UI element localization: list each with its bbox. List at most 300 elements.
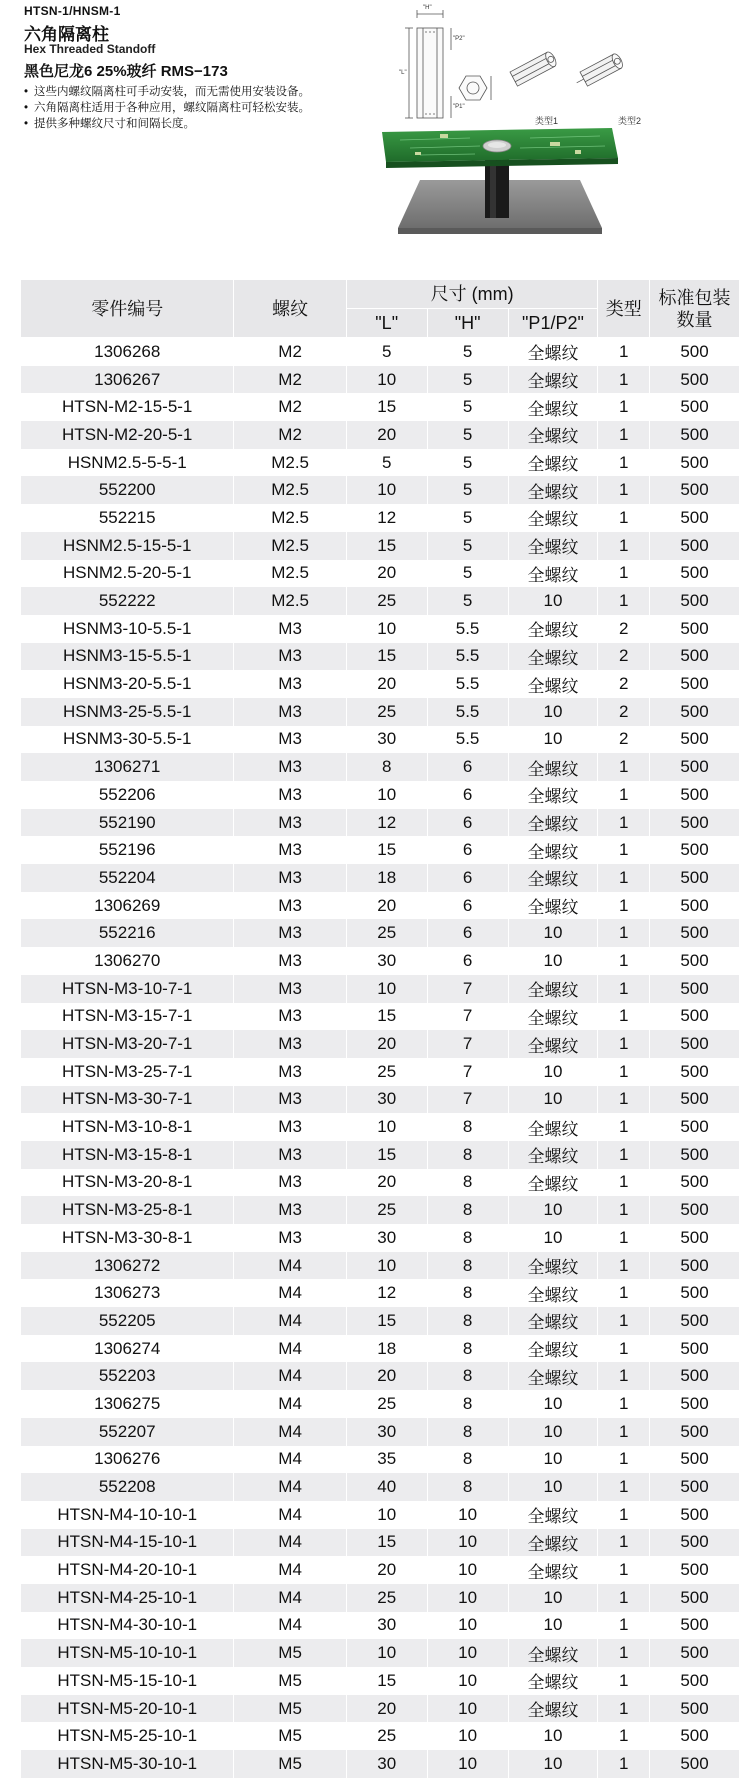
thread-cell: M4 (234, 1335, 346, 1363)
part-number-cell: HTSN-M2-20-5-1 (21, 421, 234, 449)
type-cell: 1 (598, 836, 650, 864)
type-cell: 1 (598, 1030, 650, 1058)
part-number-cell: HTSN-M3-10-7-1 (21, 975, 234, 1003)
hex-cell: 6 (427, 753, 508, 781)
thread-cell: M3 (234, 753, 346, 781)
col-header-h: "H" (427, 309, 508, 338)
thread-depth-cell: 全螺纹 (508, 753, 598, 781)
table-row (21, 726, 740, 754)
type-cell: 1 (598, 1695, 650, 1723)
part-number-cell: 552203 (21, 1362, 234, 1390)
length-cell: 10 (346, 1501, 427, 1529)
thread-depth-cell: 全螺纹 (508, 1501, 598, 1529)
table-row (21, 449, 740, 477)
thread-depth-cell: 10 (508, 947, 598, 975)
col-header-size: 尺寸 (mm) (346, 280, 598, 309)
table-row (21, 1113, 740, 1141)
hex-cell: 10 (427, 1584, 508, 1612)
length-cell: 25 (346, 919, 427, 947)
thread-cell: M4 (234, 1556, 346, 1584)
table-row (21, 975, 740, 1003)
table-row (21, 781, 740, 809)
thread-depth-cell: 全螺纹 (508, 1639, 598, 1667)
thread-cell: M2.5 (234, 532, 346, 560)
hex-cell: 5 (427, 366, 508, 394)
type-cell: 1 (598, 1169, 650, 1197)
length-cell: 12 (346, 1279, 427, 1307)
length-cell: 10 (346, 781, 427, 809)
part-number-cell: HTSN-M5-30-10-1 (21, 1750, 234, 1778)
pack-qty-cell: 500 (650, 1252, 740, 1280)
length-cell: 5 (346, 338, 427, 366)
type-cell: 1 (598, 1446, 650, 1474)
table-row (21, 1224, 740, 1252)
specification-table (20, 279, 740, 1778)
type-cell: 1 (598, 560, 650, 588)
thread-cell: M3 (234, 781, 346, 809)
col-header-l: "L" (346, 309, 427, 338)
hex-cell: 8 (427, 1418, 508, 1446)
col-header-type: 类型 (598, 280, 650, 338)
dim-label-p1: "P1" (453, 104, 465, 110)
thread-depth-cell: 全螺纹 (508, 892, 598, 920)
thread-cell: M2 (234, 421, 346, 449)
part-number-cell: 1306269 (21, 892, 234, 920)
type-cell: 1 (598, 1113, 650, 1141)
type-cell: 1 (598, 587, 650, 615)
feature-item: • 提供多种螺纹尺寸和间隔长度。 (24, 116, 310, 132)
length-cell: 25 (346, 1196, 427, 1224)
length-cell: 15 (346, 1307, 427, 1335)
pack-qty-cell: 500 (650, 1473, 740, 1501)
part-number-cell: 552196 (21, 836, 234, 864)
table-row (21, 1612, 740, 1640)
hex-cell: 8 (427, 1113, 508, 1141)
part-number-cell: HSNM2.5-20-5-1 (21, 560, 234, 588)
part-number-cell: HTSN-M3-30-7-1 (21, 1086, 234, 1114)
part-number-cell: HTSN-M4-30-10-1 (21, 1612, 234, 1640)
pack-qty-cell: 500 (650, 1141, 740, 1169)
table-row (21, 1003, 740, 1031)
type-cell: 1 (598, 864, 650, 892)
thread-depth-cell: 全螺纹 (508, 1141, 598, 1169)
thread-cell: M3 (234, 836, 346, 864)
length-cell: 25 (346, 1058, 427, 1086)
type-cell: 1 (598, 1086, 650, 1114)
length-cell: 40 (346, 1473, 427, 1501)
pack-qty-cell: 500 (650, 1362, 740, 1390)
table-row (21, 836, 740, 864)
product-subtitle: Hex Threaded Standoff (24, 42, 156, 56)
table-row (21, 1362, 740, 1390)
hex-cell: 7 (427, 1030, 508, 1058)
thread-depth-cell: 全螺纹 (508, 421, 598, 449)
table-row (21, 504, 740, 532)
col-header-pack (650, 280, 740, 338)
hex-cell: 7 (427, 1058, 508, 1086)
thread-depth-cell: 10 (508, 1446, 598, 1474)
hex-cell: 5 (427, 504, 508, 532)
pack-qty-cell: 500 (650, 1418, 740, 1446)
hex-cell: 5 (427, 560, 508, 588)
thread-cell: M2.5 (234, 504, 346, 532)
pack-qty-cell: 500 (650, 975, 740, 1003)
part-number-cell: HTSN-M4-25-10-1 (21, 1584, 234, 1612)
length-cell: 15 (346, 1529, 427, 1557)
hex-cell: 5 (427, 393, 508, 421)
thread-depth-cell: 全螺纹 (508, 449, 598, 477)
dim-label-p2: "P2" (453, 36, 465, 42)
table-row (21, 1141, 740, 1169)
type-cell: 1 (598, 1141, 650, 1169)
type-cell: 2 (598, 698, 650, 726)
hex-cell: 8 (427, 1446, 508, 1474)
hex-cell: 8 (427, 1169, 508, 1197)
thread-cell: M4 (234, 1390, 346, 1418)
material-line: 黑色尼龙6 25%玻纤 RMS−173 (24, 63, 228, 80)
length-cell: 18 (346, 1335, 427, 1363)
col-header-p: "P1/P2" (508, 309, 598, 338)
thread-cell: M3 (234, 643, 346, 671)
thread-depth-cell: 10 (508, 1196, 598, 1224)
type-cell: 1 (598, 892, 650, 920)
pack-qty-cell: 500 (650, 449, 740, 477)
thread-depth-cell: 10 (508, 1612, 598, 1640)
thread-depth-cell: 全螺纹 (508, 338, 598, 366)
hex-cell: 6 (427, 864, 508, 892)
thread-depth-cell: 全螺纹 (508, 1113, 598, 1141)
feature-item: • 这些内螺纹隔离柱可手动安装，而无需使用安装设备。 (24, 84, 310, 100)
part-number-cell: 1306271 (21, 753, 234, 781)
hex-cell: 10 (427, 1722, 508, 1750)
length-cell: 10 (346, 1113, 427, 1141)
table-row (21, 1307, 740, 1335)
pack-qty-cell: 500 (650, 421, 740, 449)
table-row (21, 753, 740, 781)
table-row (21, 393, 740, 421)
part-number-cell: HSNM3-20-5.5-1 (21, 670, 234, 698)
hex-cell: 10 (427, 1695, 508, 1723)
pack-qty-cell: 500 (650, 1003, 740, 1031)
thread-depth-cell: 全螺纹 (508, 670, 598, 698)
type-cell: 2 (598, 670, 650, 698)
type-cell: 1 (598, 1473, 650, 1501)
thread-cell: M5 (234, 1667, 346, 1695)
col-header-pack-line1: 标准包装 (658, 287, 731, 308)
part-number-cell: 1306267 (21, 366, 234, 394)
part-number-cell: HTSN-M3-15-8-1 (21, 1141, 234, 1169)
table-row (21, 587, 740, 615)
thread-cell: M4 (234, 1612, 346, 1640)
table-row (21, 1639, 740, 1667)
thread-depth-cell: 10 (508, 587, 598, 615)
type-cell: 1 (598, 1639, 650, 1667)
pack-qty-cell: 500 (650, 587, 740, 615)
part-number-cell: HTSN-M5-25-10-1 (21, 1722, 234, 1750)
part-number-cell: HTSN-M5-15-10-1 (21, 1667, 234, 1695)
part-number-cell: 552216 (21, 919, 234, 947)
pack-qty-cell: 500 (650, 560, 740, 588)
pack-qty-cell: 500 (650, 366, 740, 394)
table-row (21, 1584, 740, 1612)
pack-qty-cell: 500 (650, 809, 740, 837)
length-cell: 10 (346, 1639, 427, 1667)
thread-cell: M3 (234, 615, 346, 643)
col-header-pack-line2: 数量 (676, 309, 713, 330)
table-row (21, 670, 740, 698)
table-row (21, 1058, 740, 1086)
hex-cell: 8 (427, 1279, 508, 1307)
table-header-row (21, 280, 740, 309)
thread-cell: M2 (234, 366, 346, 394)
type-cell: 1 (598, 366, 650, 394)
hex-cell: 10 (427, 1501, 508, 1529)
length-cell: 15 (346, 643, 427, 671)
part-number-cell: HTSN-M3-25-8-1 (21, 1196, 234, 1224)
thread-cell: M3 (234, 947, 346, 975)
hex-cell: 7 (427, 975, 508, 1003)
thread-depth-cell: 全螺纹 (508, 1362, 598, 1390)
table-row (21, 615, 740, 643)
type1-label: 类型1 (535, 116, 559, 126)
length-cell: 20 (346, 1362, 427, 1390)
length-cell: 30 (346, 726, 427, 754)
table-row (21, 1667, 740, 1695)
thread-depth-cell: 10 (508, 1722, 598, 1750)
length-cell: 20 (346, 1556, 427, 1584)
thread-depth-cell: 全螺纹 (508, 560, 598, 588)
thread-cell: M3 (234, 1169, 346, 1197)
part-number-cell: 552222 (21, 587, 234, 615)
length-cell: 15 (346, 393, 427, 421)
type-cell: 1 (598, 1252, 650, 1280)
thread-cell: M3 (234, 1113, 346, 1141)
pack-qty-cell: 500 (650, 1639, 740, 1667)
table-row (21, 864, 740, 892)
table-row (21, 1501, 740, 1529)
table-row (21, 532, 740, 560)
hex-cell: 5 (427, 587, 508, 615)
table-row (21, 1086, 740, 1114)
pack-qty-cell: 500 (650, 643, 740, 671)
pack-qty-cell: 500 (650, 726, 740, 754)
table-row (21, 560, 740, 588)
thread-cell: M3 (234, 975, 346, 1003)
feature-list (24, 84, 310, 132)
hex-cell: 8 (427, 1362, 508, 1390)
length-cell: 12 (346, 504, 427, 532)
hex-cell: 5.5 (427, 643, 508, 671)
part-number-cell: HTSN-M3-30-8-1 (21, 1224, 234, 1252)
pack-qty-cell: 500 (650, 1446, 740, 1474)
type-cell: 1 (598, 1722, 650, 1750)
length-cell: 10 (346, 975, 427, 1003)
hex-cell: 6 (427, 781, 508, 809)
table-row (21, 643, 740, 671)
thread-depth-cell: 全螺纹 (508, 1556, 598, 1584)
pack-qty-cell: 500 (650, 753, 740, 781)
part-number-cell: 552200 (21, 476, 234, 504)
part-number-cell: 1306274 (21, 1335, 234, 1363)
hex-cell: 5 (427, 532, 508, 560)
dim-label-h: "H" (423, 5, 432, 11)
thread-cell: M4 (234, 1307, 346, 1335)
hex-cell: 7 (427, 1086, 508, 1114)
type-cell: 1 (598, 1418, 650, 1446)
thread-depth-cell: 全螺纹 (508, 1307, 598, 1335)
type-cell: 1 (598, 1279, 650, 1307)
hex-cell: 8 (427, 1390, 508, 1418)
product-code: HTSN-1/HNSM-1 (24, 4, 121, 18)
part-number-cell: HSNM3-25-5.5-1 (21, 698, 234, 726)
length-cell: 30 (346, 1750, 427, 1778)
type-cell: 1 (598, 449, 650, 477)
pack-qty-cell: 500 (650, 1279, 740, 1307)
thread-cell: M4 (234, 1362, 346, 1390)
part-number-cell: 1306272 (21, 1252, 234, 1280)
table-row (21, 919, 740, 947)
pack-qty-cell: 500 (650, 1556, 740, 1584)
thread-cell: M2.5 (234, 476, 346, 504)
length-cell: 35 (346, 1446, 427, 1474)
thread-depth-cell: 全螺纹 (508, 532, 598, 560)
length-cell: 20 (346, 892, 427, 920)
part-number-cell: 552205 (21, 1307, 234, 1335)
thread-depth-cell: 10 (508, 1418, 598, 1446)
thread-depth-cell: 全螺纹 (508, 1335, 598, 1363)
pack-qty-cell: 500 (650, 864, 740, 892)
thread-cell: M5 (234, 1639, 346, 1667)
part-number-cell: HTSN-M3-10-8-1 (21, 1113, 234, 1141)
length-cell: 15 (346, 1141, 427, 1169)
table-row (21, 1030, 740, 1058)
thread-depth-cell: 10 (508, 1473, 598, 1501)
thread-depth-cell: 全螺纹 (508, 366, 598, 394)
length-cell: 20 (346, 1169, 427, 1197)
thread-cell: M5 (234, 1722, 346, 1750)
length-cell: 25 (346, 1722, 427, 1750)
type-cell: 1 (598, 1750, 650, 1778)
pack-qty-cell: 500 (650, 1307, 740, 1335)
length-cell: 30 (346, 947, 427, 975)
table-row (21, 1252, 740, 1280)
pack-qty-cell: 500 (650, 1501, 740, 1529)
table-row (21, 366, 740, 394)
dim-label-l: "L" (399, 70, 407, 76)
thread-cell: M3 (234, 1003, 346, 1031)
thread-depth-cell: 全螺纹 (508, 1003, 598, 1031)
length-cell: 12 (346, 809, 427, 837)
length-cell: 18 (346, 864, 427, 892)
length-cell: 30 (346, 1612, 427, 1640)
pack-qty-cell: 500 (650, 1224, 740, 1252)
pack-qty-cell: 500 (650, 1113, 740, 1141)
length-cell: 10 (346, 1252, 427, 1280)
hex-cell: 5 (427, 449, 508, 477)
table-row (21, 338, 740, 366)
part-number-cell: 552190 (21, 809, 234, 837)
hex-cell: 8 (427, 1473, 508, 1501)
product-title: 六角隔离柱 (24, 25, 109, 44)
thread-cell: M2.5 (234, 560, 346, 588)
table-body (21, 338, 740, 1778)
thread-cell: M3 (234, 698, 346, 726)
hex-cell: 5.5 (427, 615, 508, 643)
table-row (21, 1169, 740, 1197)
table-row (21, 1390, 740, 1418)
hex-cell: 5.5 (427, 726, 508, 754)
thread-cell: M4 (234, 1252, 346, 1280)
thread-cell: M4 (234, 1418, 346, 1446)
table-row (21, 1750, 740, 1778)
thread-depth-cell: 全螺纹 (508, 1030, 598, 1058)
pack-qty-cell: 500 (650, 1667, 740, 1695)
type-cell: 1 (598, 1003, 650, 1031)
thread-depth-cell: 全螺纹 (508, 615, 598, 643)
table-row (21, 947, 740, 975)
thread-cell: M3 (234, 1030, 346, 1058)
thread-depth-cell: 全螺纹 (508, 836, 598, 864)
col-header-part: 零件编号 (21, 280, 234, 338)
hex-cell: 5 (427, 338, 508, 366)
thread-depth-cell: 全螺纹 (508, 393, 598, 421)
part-number-cell: 552208 (21, 1473, 234, 1501)
thread-cell: M3 (234, 809, 346, 837)
hex-cell: 6 (427, 892, 508, 920)
type-cell: 1 (598, 919, 650, 947)
thread-cell: M3 (234, 1141, 346, 1169)
thread-depth-cell: 全螺纹 (508, 1279, 598, 1307)
type-cell: 1 (598, 975, 650, 1003)
table-row (21, 1529, 740, 1557)
length-cell: 8 (346, 753, 427, 781)
table-row (21, 421, 740, 449)
thread-depth-cell: 10 (508, 1058, 598, 1086)
thread-cell: M2 (234, 393, 346, 421)
length-cell: 20 (346, 421, 427, 449)
table-row (21, 1722, 740, 1750)
thread-cell: M4 (234, 1473, 346, 1501)
part-number-cell: HSNM2.5-5-5-1 (21, 449, 234, 477)
part-number-cell: 1306276 (21, 1446, 234, 1474)
thread-cell: M3 (234, 892, 346, 920)
pack-qty-cell: 500 (650, 947, 740, 975)
hex-cell: 7 (427, 1003, 508, 1031)
length-cell: 15 (346, 532, 427, 560)
hex-cell: 5 (427, 421, 508, 449)
part-number-cell: 1306275 (21, 1390, 234, 1418)
type-cell: 2 (598, 643, 650, 671)
pack-qty-cell: 500 (650, 1086, 740, 1114)
pack-qty-cell: 500 (650, 781, 740, 809)
type-cell: 1 (598, 1612, 650, 1640)
pack-qty-cell: 500 (650, 1584, 740, 1612)
hex-cell: 8 (427, 1307, 508, 1335)
pack-qty-cell: 500 (650, 1030, 740, 1058)
part-number-cell: 552206 (21, 781, 234, 809)
table-row (21, 892, 740, 920)
type-cell: 1 (598, 1529, 650, 1557)
thread-depth-cell: 全螺纹 (508, 781, 598, 809)
pack-qty-cell: 500 (650, 1612, 740, 1640)
thread-depth-cell: 全螺纹 (508, 1169, 598, 1197)
hex-cell: 10 (427, 1639, 508, 1667)
thread-depth-cell: 10 (508, 698, 598, 726)
pack-qty-cell: 500 (650, 1169, 740, 1197)
thread-cell: M3 (234, 864, 346, 892)
thread-depth-cell: 10 (508, 1584, 598, 1612)
hex-cell: 10 (427, 1667, 508, 1695)
